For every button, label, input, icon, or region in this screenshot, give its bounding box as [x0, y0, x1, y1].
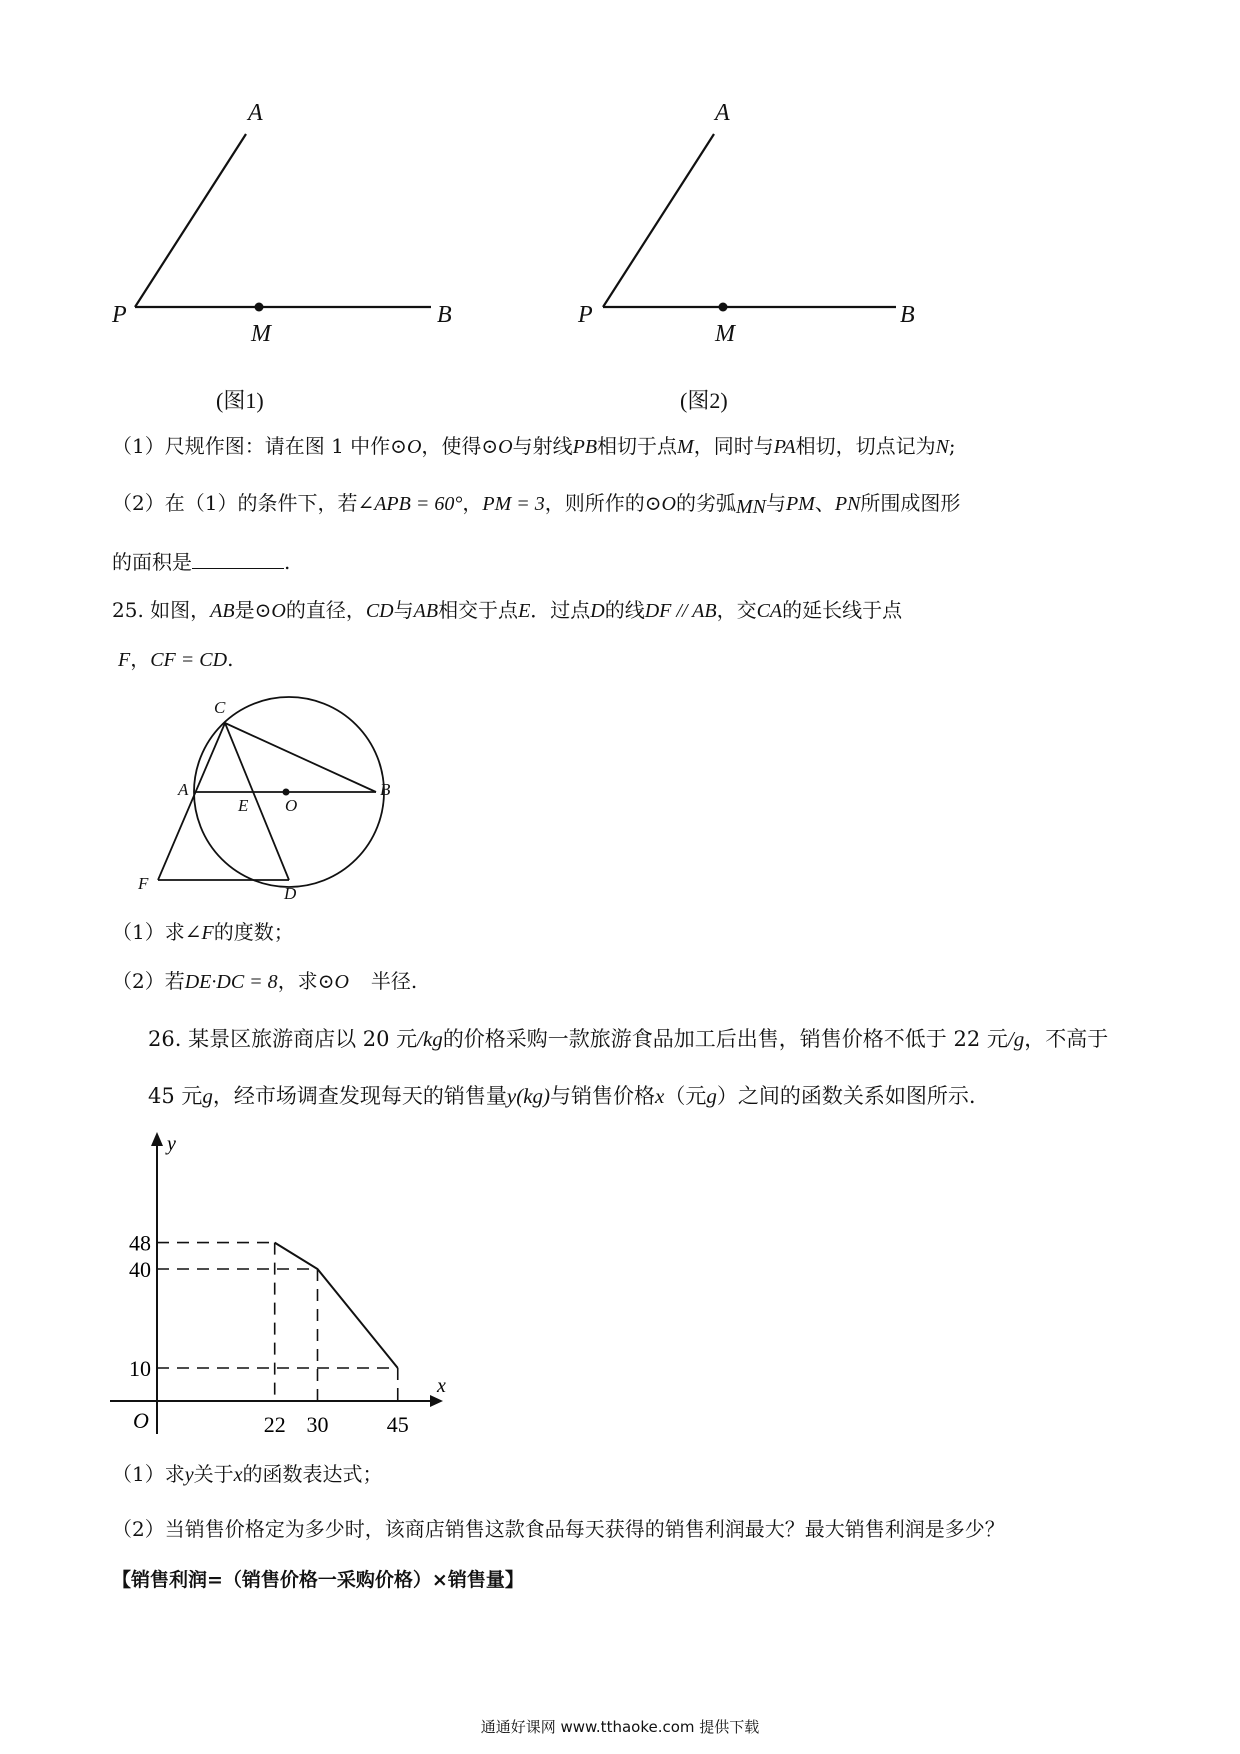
label-o: O — [285, 796, 298, 815]
y-axis-arrow — [151, 1132, 163, 1146]
x-tick-label-0: 22 — [263, 1412, 286, 1437]
q26-part1: （1）求y关于x的函数表达式； — [112, 1462, 383, 1486]
q26-formula: 【销售利润=（销售价格一采购价格）×销售量】 — [112, 1569, 524, 1591]
y-axis-label: y — [167, 1133, 176, 1155]
label-a: A — [178, 780, 189, 799]
label-m-fig1: M — [251, 321, 271, 347]
q24-part2: （2）在（1）的条件下，若∠APB = 60°，PM = 3，则所作的⊙O的劣弧MN与PM、PN所围成图形 — [112, 491, 961, 518]
label-e: E — [238, 796, 249, 815]
label-b-fig1: B — [437, 302, 452, 328]
series-line — [275, 1243, 398, 1368]
figure-2-caption: (图2) — [680, 388, 728, 413]
q24-part2-cont: 的面积是 . — [112, 550, 291, 574]
label-f: F — [138, 874, 149, 893]
q25-line2: F，CF = CD. — [118, 647, 234, 671]
q26-line2: 45 元g，经市场调查发现每天的销售量y(kg)与销售价格x（元g）之间的函数关系如图所示. — [148, 1084, 976, 1108]
label-p-fig2: P — [578, 302, 593, 328]
label-p-fig1: P — [112, 302, 127, 328]
q26-part2: （2）当销售价格定为多少时，该商店销售这款食品每天获得的销售利润最大？最大销售利润是多少？ — [112, 1517, 1005, 1541]
x-tick-label-1: 30 — [306, 1412, 329, 1437]
x-tick-label-2: 45 — [386, 1412, 409, 1437]
q25-part2: （2）若DE·DC = 8，求⊙O 半径. — [112, 969, 418, 993]
origin-label: O — [133, 1408, 149, 1433]
page-footer: 通通好课网 www.tthaoke.com 提供下载 — [480, 1718, 760, 1736]
label-b: B — [380, 780, 391, 799]
label-b-fig2: B — [900, 302, 915, 328]
q24-part1: （1）尺规作图：请在图 1 中作⊙O，使得⊙O与射线PB相切于点M，同时与PA相切，切点记为N; — [112, 434, 956, 458]
label-c: C — [214, 698, 226, 717]
y-tick-label-2: 10 — [129, 1356, 151, 1381]
y-tick-label-1: 40 — [129, 1257, 151, 1282]
y-tick-label-0: 48 — [129, 1230, 151, 1256]
q25-line1: 25. 如图，AB是⊙O的直径，CD与AB相交于点E．过点D的线DF // AB，交CA的延长线于点 — [112, 598, 903, 622]
q26-line1: 26. 某景区旅游商店以 20 元/kg的价格采购一款旅游食品加工后出售，销售价格不低于 22 元/g，不高于 — [148, 1027, 1109, 1051]
x-axis-label: x — [437, 1375, 446, 1397]
label-a-fig2: A — [715, 100, 730, 126]
figure-1-caption: (图1) — [216, 388, 264, 413]
q25-part1: （1）求∠F的度数； — [112, 920, 294, 944]
label-a-fig1: A — [248, 100, 263, 126]
label-m-fig2: M — [715, 321, 735, 347]
label-d: D — [284, 884, 297, 903]
